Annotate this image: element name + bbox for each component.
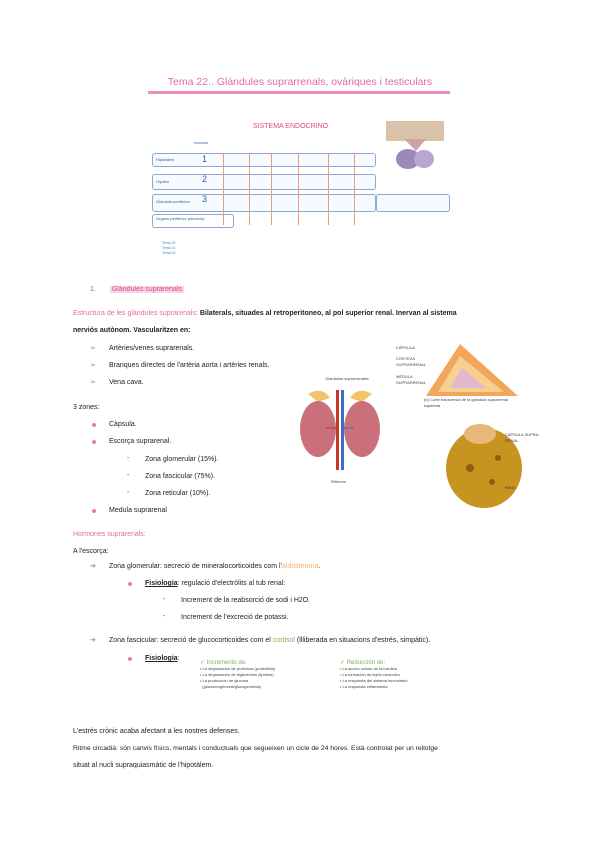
vessel-item: Artèries/venes suprarenals.	[109, 345, 195, 352]
arrow-right-icon: ➔	[90, 563, 96, 570]
zone-item: Càpsula.	[109, 421, 137, 428]
flow-line	[223, 153, 224, 225]
row-hipofisi	[152, 174, 376, 190]
glom-item: Increment de l'excreció de potassi.	[181, 614, 289, 621]
section-heading: 1. Glàndules suprarenals	[90, 286, 182, 293]
row-hipotalem	[152, 153, 376, 167]
adrenal-section-illustration	[422, 340, 522, 402]
topic-link[interactable]: Tema 20 Tema 21 Tema 22	[162, 241, 176, 255]
diagram-title: SISTEMA ENDOCRINO	[253, 123, 329, 130]
glom-item: Increment de la reabsorció de sodi i H2O.	[181, 597, 311, 604]
fig-caption: (b) Corte transversal de la glándula suprarrenal izquierda	[424, 397, 508, 408]
vessel-item: Branques directes de l'artèria aorta i artèries renals.	[109, 362, 270, 369]
bullet-icon	[92, 509, 96, 513]
bullet-icon	[128, 657, 132, 661]
diagram-top-label: hormona	[194, 141, 208, 145]
flow-line	[354, 153, 355, 225]
flow-line	[298, 153, 299, 225]
stress-line: L'estrès crònic acaba afectant a les nostres defenses.	[73, 728, 240, 735]
kidney-label: Glándulas suprarrenales	[325, 376, 369, 381]
bullet-icon	[92, 423, 96, 427]
row-label-1: Hipotàlem	[156, 157, 175, 162]
flow-line	[271, 153, 272, 225]
structure-paragraph-cont: nerviós autònom. Vascularitzen en:	[73, 327, 191, 334]
flow-line	[328, 153, 329, 225]
row-num-3: 3	[202, 194, 208, 204]
increment-box: ✓ Incremento de: • La degradación de proteínas (proteólisis) • La degradación de triglicéridos (lipólisis) • La producción de glucosa (gluconeogénesis/glucogenolisis)	[200, 660, 276, 689]
hormones-sub: A l'escorça:	[73, 548, 109, 555]
reduccion-box: ✓ Reducción de: • La acción celular de la insulina • La formación de tejido conectivo • La respuesta del sistema inmunitario • La respuesta inflamatoria	[340, 660, 408, 689]
row-label-3: Glàndula perifèrica	[156, 199, 190, 204]
target-label: Organs perifèrics (efectors)	[156, 216, 205, 221]
row-num-1: 1	[202, 154, 208, 164]
title-rule	[148, 91, 450, 94]
kidney-illustration	[290, 384, 390, 476]
fig-label: CÁPSULA SUPRA-RENAL	[505, 432, 540, 443]
bullet-icon	[128, 582, 132, 586]
circadian-line: Ritme circadià: són canvis físics, mentals i conductuals que segueixen un cicle de 24 hores. Està controlat per un rellotge	[73, 745, 438, 752]
fig-label: CORTEZA SUPRARRENAL	[396, 356, 427, 367]
fig-label: MÉDULA SUPRARRENAL	[396, 374, 427, 385]
zone-item: Medula suprarenal	[109, 507, 167, 514]
fascicular-line: Zona fascicular: secreció de glucocorticoides com el cortisol (llliberada en situacions d'estrés, simpàtic).	[109, 637, 431, 644]
subzone-item: Zona glomerular (15%).	[145, 456, 219, 463]
fig-label: Riñón	[505, 485, 516, 490]
arrow-bullet-icon: ➢	[90, 345, 96, 352]
kidney-bottom-label: Riñones	[331, 479, 346, 484]
bullet-icon	[92, 440, 96, 444]
vessel-item: Vena cava.	[109, 379, 144, 386]
page-title: Tema 22.. Glàndules suprarrenals, ovàriques i testiculars	[167, 76, 433, 88]
structure-paragraph: Estructura de les glàndules suprarenals: Bilaterals, situades al retroperitoneo, al pol superior renal. Inervan al sistema	[73, 310, 457, 317]
zones-heading: 3 zones:	[73, 404, 100, 411]
flow-line	[249, 153, 250, 225]
zone-item: Escorça suprarenal.	[109, 438, 172, 445]
fisiologia2-line: Fisiologia:	[145, 655, 180, 662]
arrow-bullet-icon: ➢	[90, 362, 96, 369]
subzone-item: Zona reticular (10%).	[145, 490, 211, 497]
pituitary-illustration	[386, 121, 444, 173]
row-num-2: 2	[202, 174, 208, 184]
side-box	[376, 194, 450, 212]
circadian-line-cont: situat al nucli supraquiasmàtic de l'hipotàlem.	[73, 762, 214, 769]
glomerular-line: Zona glomerular: secreció de mineralocorticoides com l'aldosterona.	[109, 563, 321, 570]
row-label-2: Hipòfisi	[156, 179, 170, 184]
hormones-heading: Hormones suprarenals:	[73, 531, 146, 538]
fisiologia-line: Fisiologia: regulació d'electròlits al tub renal:	[145, 580, 286, 587]
fig-label: CÁPSULA	[396, 345, 415, 350]
dash-icon: -	[127, 489, 130, 496]
arrow-right-icon: ➔	[90, 637, 96, 644]
dash-icon: -	[163, 613, 166, 620]
subzone-item: Zona fascicular (75%).	[145, 473, 216, 480]
dash-icon: -	[127, 455, 130, 462]
endocrine-diagram	[148, 117, 448, 262]
arrow-bullet-icon: ➢	[90, 379, 96, 386]
dash-icon: -	[127, 472, 130, 479]
dash-icon: -	[163, 596, 166, 603]
